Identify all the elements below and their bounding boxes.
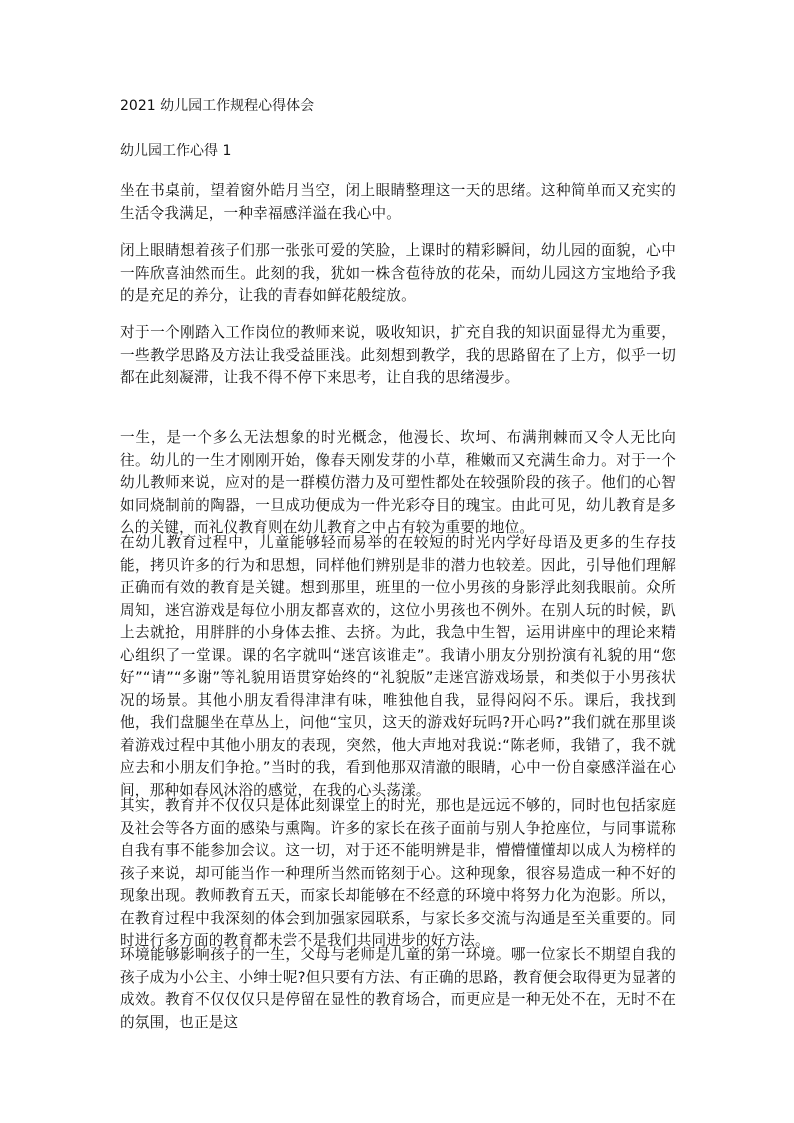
paragraph: 坐在书桌前，望着窗外皓月当空，闭上眼睛整理这一天的思绪。这种简单而又充实的生活令我满足，一种幸福感洋溢在我心中。 [120, 182, 676, 222]
paragraph: 其实，教育并不仅仅只是体此刻课堂上的时光，那也是远远不够的，同时也包括家庭及社会等各方面的感染与熏陶。许多的家长在孩子面前与别人争抢座位，与同事谎称自我有事不能参加会议。这一切，对于还不能明辨是非，懵懵懂懂却以成人为榜样的孩子来说，却可能当作一种理所当然而铭刻于心。这种现象，很容易造成一种不好的现象出现。教师教育五天，而家长却能够在不经意的环境中将努力化为泡影。所以，在教育过程中我深刻的体会到加强家园联系，与家长多交流与沟通是至关重要的。同时进行多方面的教育都未尝不是我们共同进步的好方法。 [120, 797, 676, 949]
paragraph: 在幼儿教育过程中，儿童能够轻而易举的在较短的时光内学好母语及更多的生存技能，拷贝许多的行为和思想，同样他们辨别是非的潜力也较差。因此，引导他们理解正确而有效的教育是关键。想到那里，班里的一位小男孩的身影浮此刻我眼前。众所周知，迷宫游戏是每位小朋友都喜欢的，这位小男孩也不例外。在别人玩的时候，趴上去就抢，用胖胖的小身体去推、去挤。为此，我急中生智，运用讲座中的理论来精心组织了一堂课。课的名字就叫“迷宫该谁走”。我请小朋友分别扮演有礼貌的用“您好”“请”“多谢”等礼貌用语贯穿始终的“礼貌版”走迷宫游戏场景，和类似于小男孩状况的场景。其他小朋友看得津津有味，唯独他自我，显得闷闷不乐。课后，我找到他，我们盘腿坐在草丛上，问他“宝贝，这天的游戏好玩吗?开心吗?”我们就在那里谈着游戏过程中其他小朋友的表现，突然，他大声地对我说:“陈老师，我错了，我不就应去和小朋友们争抢。”当时的我，看到他那双清澈的眼睛，心中一份自豪感洋溢在心间，那种如春风沐浴的感觉，在我的心头荡漾。 [120, 534, 676, 799]
paragraph: 对于一个刚踏入工作岗位的教师来说，吸收知识，扩充自我的知识面显得尤为重要，一些教学思路及方法让我受益匪浅。此刻想到教学，我的思路留在了上方，似乎一切都在此刻凝滞，让我不得不停下来思考，让自我的思绪漫步。 [120, 324, 676, 386]
paragraph: 闭上眼睛想着孩子们那一张张可爱的笑脸，上课时的精彩瞬间，幼儿园的面貌，心中一阵欣喜油然而生。此刻的我，犹如一株含苞待放的花朵，而幼儿园这方宝地给予我的是充足的养分，让我的青春如鲜花般绽放。 [120, 242, 676, 304]
paragraph: 一生，是一个多么无法想象的时光概念，他漫长、坎坷、布满荆棘而又令人无比向往。幼儿的一生才刚刚开始，像春天刚发芽的小草，稚嫩而又充满生命力。对于一个幼儿教师来说，应对的是一群模仿潜力及可塑性都处在较强阶段的孩子。他们的心智如同烧制前的陶器，一旦成功便成为一件光彩夺目的瑰宝。由此可见，幼儿教育是多么的关键，而礼仪教育则在幼儿教育之中占有较为重要的地位。 [120, 429, 676, 536]
document-title: 2021 幼儿园工作规程心得体会 [120, 98, 315, 114]
section-heading: 幼儿园工作心得 1 [120, 143, 232, 159]
paragraph: 环境能够影响孩子的一生，父母与老师是儿童的第一环境。哪一位家长不期望自我的孩子成为小公主、小绅士呢?但只要有方法、有正确的思路，教育便会取得更为显著的成效。教育不仅仅仅只是停留在显性的教育场合，而更应是一种无处不在，无时不在的氛围，也正是这 [120, 946, 676, 1031]
